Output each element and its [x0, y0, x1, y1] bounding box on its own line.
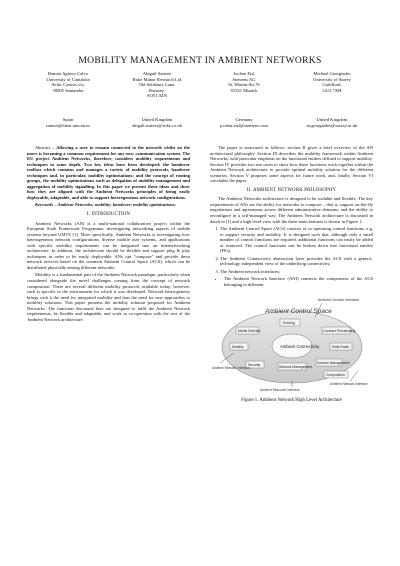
- paragraph: The Ambient Networks architecture is designed to be scalable and flexible. The key requirements of ANs are the ability for networks to compose – that is, support on-the-fly negotiations and agreements across different administrative domains; and the ability to reconfigure in a self-managed way. The Ambient Network architecture is discussed in detail in [1] and a high level view with the three main features is shown in Figure 1.: [210, 196, 373, 224]
- author-address: GU2 7XH: [322, 87, 342, 93]
- author-country: Germany: [235, 117, 253, 122]
- author-block: [113, 71, 201, 99]
- author-name: Michael Georgiades: [313, 71, 351, 76]
- author-address: Old Salisbury Lane,: [138, 82, 176, 87]
- section-heading: I. INTRODUCTION: [86, 212, 131, 218]
- left-column: [27, 145, 190, 324]
- author-country-block: [24, 117, 112, 128]
- connectivity-label: Ambient Connectivity: [280, 343, 320, 349]
- author-address: Romsey,: [149, 87, 165, 93]
- list-item: 1. The Ambient Control Space (ACS) consists of co-operating control functions, e.g. to support security and mobility. It is designed such that, although only a small number of control functions are required, additional functions can easily be added or removed. The control functions can be broken down into functional entities (FEs).: [220, 226, 373, 254]
- author-country: United Kingdom: [316, 117, 348, 122]
- numbered-list: [210, 226, 373, 274]
- right-interface-label: Ambient Network Interface: [330, 381, 368, 386]
- author-name: Ramón Agüero Calvo: [47, 71, 89, 76]
- right-column: [210, 145, 373, 403]
- author-block: [24, 71, 112, 93]
- author-email[interactable]: ramon@tlmat.unican.es: [46, 122, 90, 128]
- bottom-interface-label: Ambient Resource Interface: [260, 387, 300, 392]
- author-email[interactable]: jochen.eisl@siemens.com: [220, 122, 268, 128]
- keywords: Keywords – Ambient Networks; mobility; handover; mobility optimisations;: [35, 202, 176, 208]
- author-email[interactable]: m.georgiades@surrey.ac.uk: [306, 122, 358, 128]
- abstract-lead: Abstract –: [35, 145, 55, 150]
- box-label: Network Management: [279, 364, 313, 369]
- acs-label: Ambient Control Space: [265, 307, 332, 315]
- author-country: Spain: [62, 117, 74, 122]
- paragraph: The paper is structured as follows: section II gives a brief overview of the AN architectural philosophy. Section III describes the mobility framework within Ambient Networks, with particular emphasis on the functional entities defined to support mobility. Section IV provides two use cases to show how these functions work together within the Ambient Network architecture to provide optimal mobility solution for the different scenarios. Section V proposes some aspects for future work, and, finally, Section VI concludes the paper.: [210, 145, 373, 184]
- box-label: Mobility: [232, 344, 244, 349]
- abstract: [27, 145, 190, 200]
- author-address: 39005 Santander: [52, 87, 84, 93]
- architecture-figure: [210, 291, 373, 395]
- author-address: Guildford,: [322, 82, 342, 87]
- author-affiliation: University of Cantabria: [46, 76, 90, 82]
- paper-title: MOBILITY MANAGEMENT IN AMBIENT NETWORKS: [78, 55, 322, 66]
- section-heading: II. AMBIENT NETWORK PHILOSOPHY: [246, 187, 337, 193]
- author-block: [288, 71, 376, 93]
- author-block: [200, 71, 288, 93]
- author-name: Jochen Eisl: [233, 71, 255, 76]
- bullet-list: [210, 276, 373, 287]
- author-email[interactable]: abigail.surtees@roke.co.uk: [131, 122, 183, 128]
- author-affiliation: Siemens AG: [232, 76, 256, 82]
- author-country-block: [113, 117, 201, 128]
- box-label: Domain Management: [317, 360, 350, 365]
- box-label: Multi-Radio: [332, 344, 350, 349]
- author-name: Abigail Surtees: [142, 71, 172, 76]
- figure-caption: Figure 1. Ambient Network High Level Architecture: [241, 397, 342, 403]
- paragraph: Ambient Networks (AN) is a multi-national collaborative project within the European Sixth Framework Programme, investigating networking aspects of mobile systems beyond UMTS [1]. More specifically, Ambient Networks is investigating how heterogeneous network configurations, diverse mobile user systems, and applications with specific mobility requirements can be integrated into an internetworking architecture. In addition, the architecture should be flexible and support plug & play techniques in order to be easily deployable. ANs can "compose" and provide these network services based on the common Ambient Control Space (ACS), which can be distributed physically among different networks.: [27, 220, 190, 270]
- box-label: Composition: [326, 372, 345, 377]
- architecture-diagram: [210, 291, 373, 395]
- author-address: 81541 Munich: [230, 87, 258, 93]
- author-country-block: [200, 117, 288, 128]
- list-item: 2. The Ambient Connectivity abstraction layer provides the ACS with a generic, technology independent view of the underlying connectivity.: [220, 256, 373, 267]
- author-address: SO51 0ZN: [146, 93, 168, 98]
- author-address: Avda. Castros s/n,: [51, 82, 85, 87]
- list-item: • The Ambient Network Interface (ANI) connects the components of the ACS belonging to different: [224, 276, 373, 287]
- author-country-block: [288, 117, 376, 128]
- list-item: 3. The Ambient network interfaces:: [220, 269, 373, 275]
- author-affiliation: Roke Manor Research Ltd: [132, 76, 182, 82]
- author-country: United Kingdom: [141, 117, 173, 122]
- left-interface-label: Ambient Network Interface: [212, 365, 250, 370]
- paragraph: Mobility is a fundamental part of the Ambient Network paradigm, particularly when considered alongside the novel challenges coming from the concept of network composition. There are several different mobility protocols available today; however, each is specific to the environment for which it was developed. Network heterogeneity brings with it the need for integrated mobility and thus the need for new approaches to mobility solutions. This paper presents the mobility solution proposed for Ambient Networks. The functions discussed here are designed to fulfil the Ambient Network requirements, be flexible and adaptable, and work in co-operation with the rest of the Ambient Network architecture.: [27, 272, 190, 322]
- author-address: St.-Martin-Str.76: [228, 82, 260, 87]
- abstract-body: Allowing a user to remain connected to the network whilst on the move is becoming a common requirement for any new communication system. The EU project Ambient Networks, therefore, considers mobility requirements and techniques in some depth. Two key ideas have been developed: the handover toolbox which contains and manages a variety of mobility protocols, handover techniques and, in particular, mobility optimisations; and the concept of routing groups, the mobility optimisations such as delegation of mobility management and aggregation of mobility signalling. In this paper we present these ideas and show how they are aligned with the Ambient Networks principles of being easily deployable, adaptable, and able to support heterogeneous network configurations.: [27, 145, 190, 200]
- author-affiliation: University of Surrey: [313, 76, 351, 82]
- box-label: Security: [248, 362, 261, 367]
- box-label: Media Delivery: [238, 328, 261, 333]
- box-label: Routing: [283, 320, 295, 325]
- asi-label: Ambient Service Interface: [318, 297, 360, 302]
- box-label: Contract Provisioning: [323, 328, 356, 333]
